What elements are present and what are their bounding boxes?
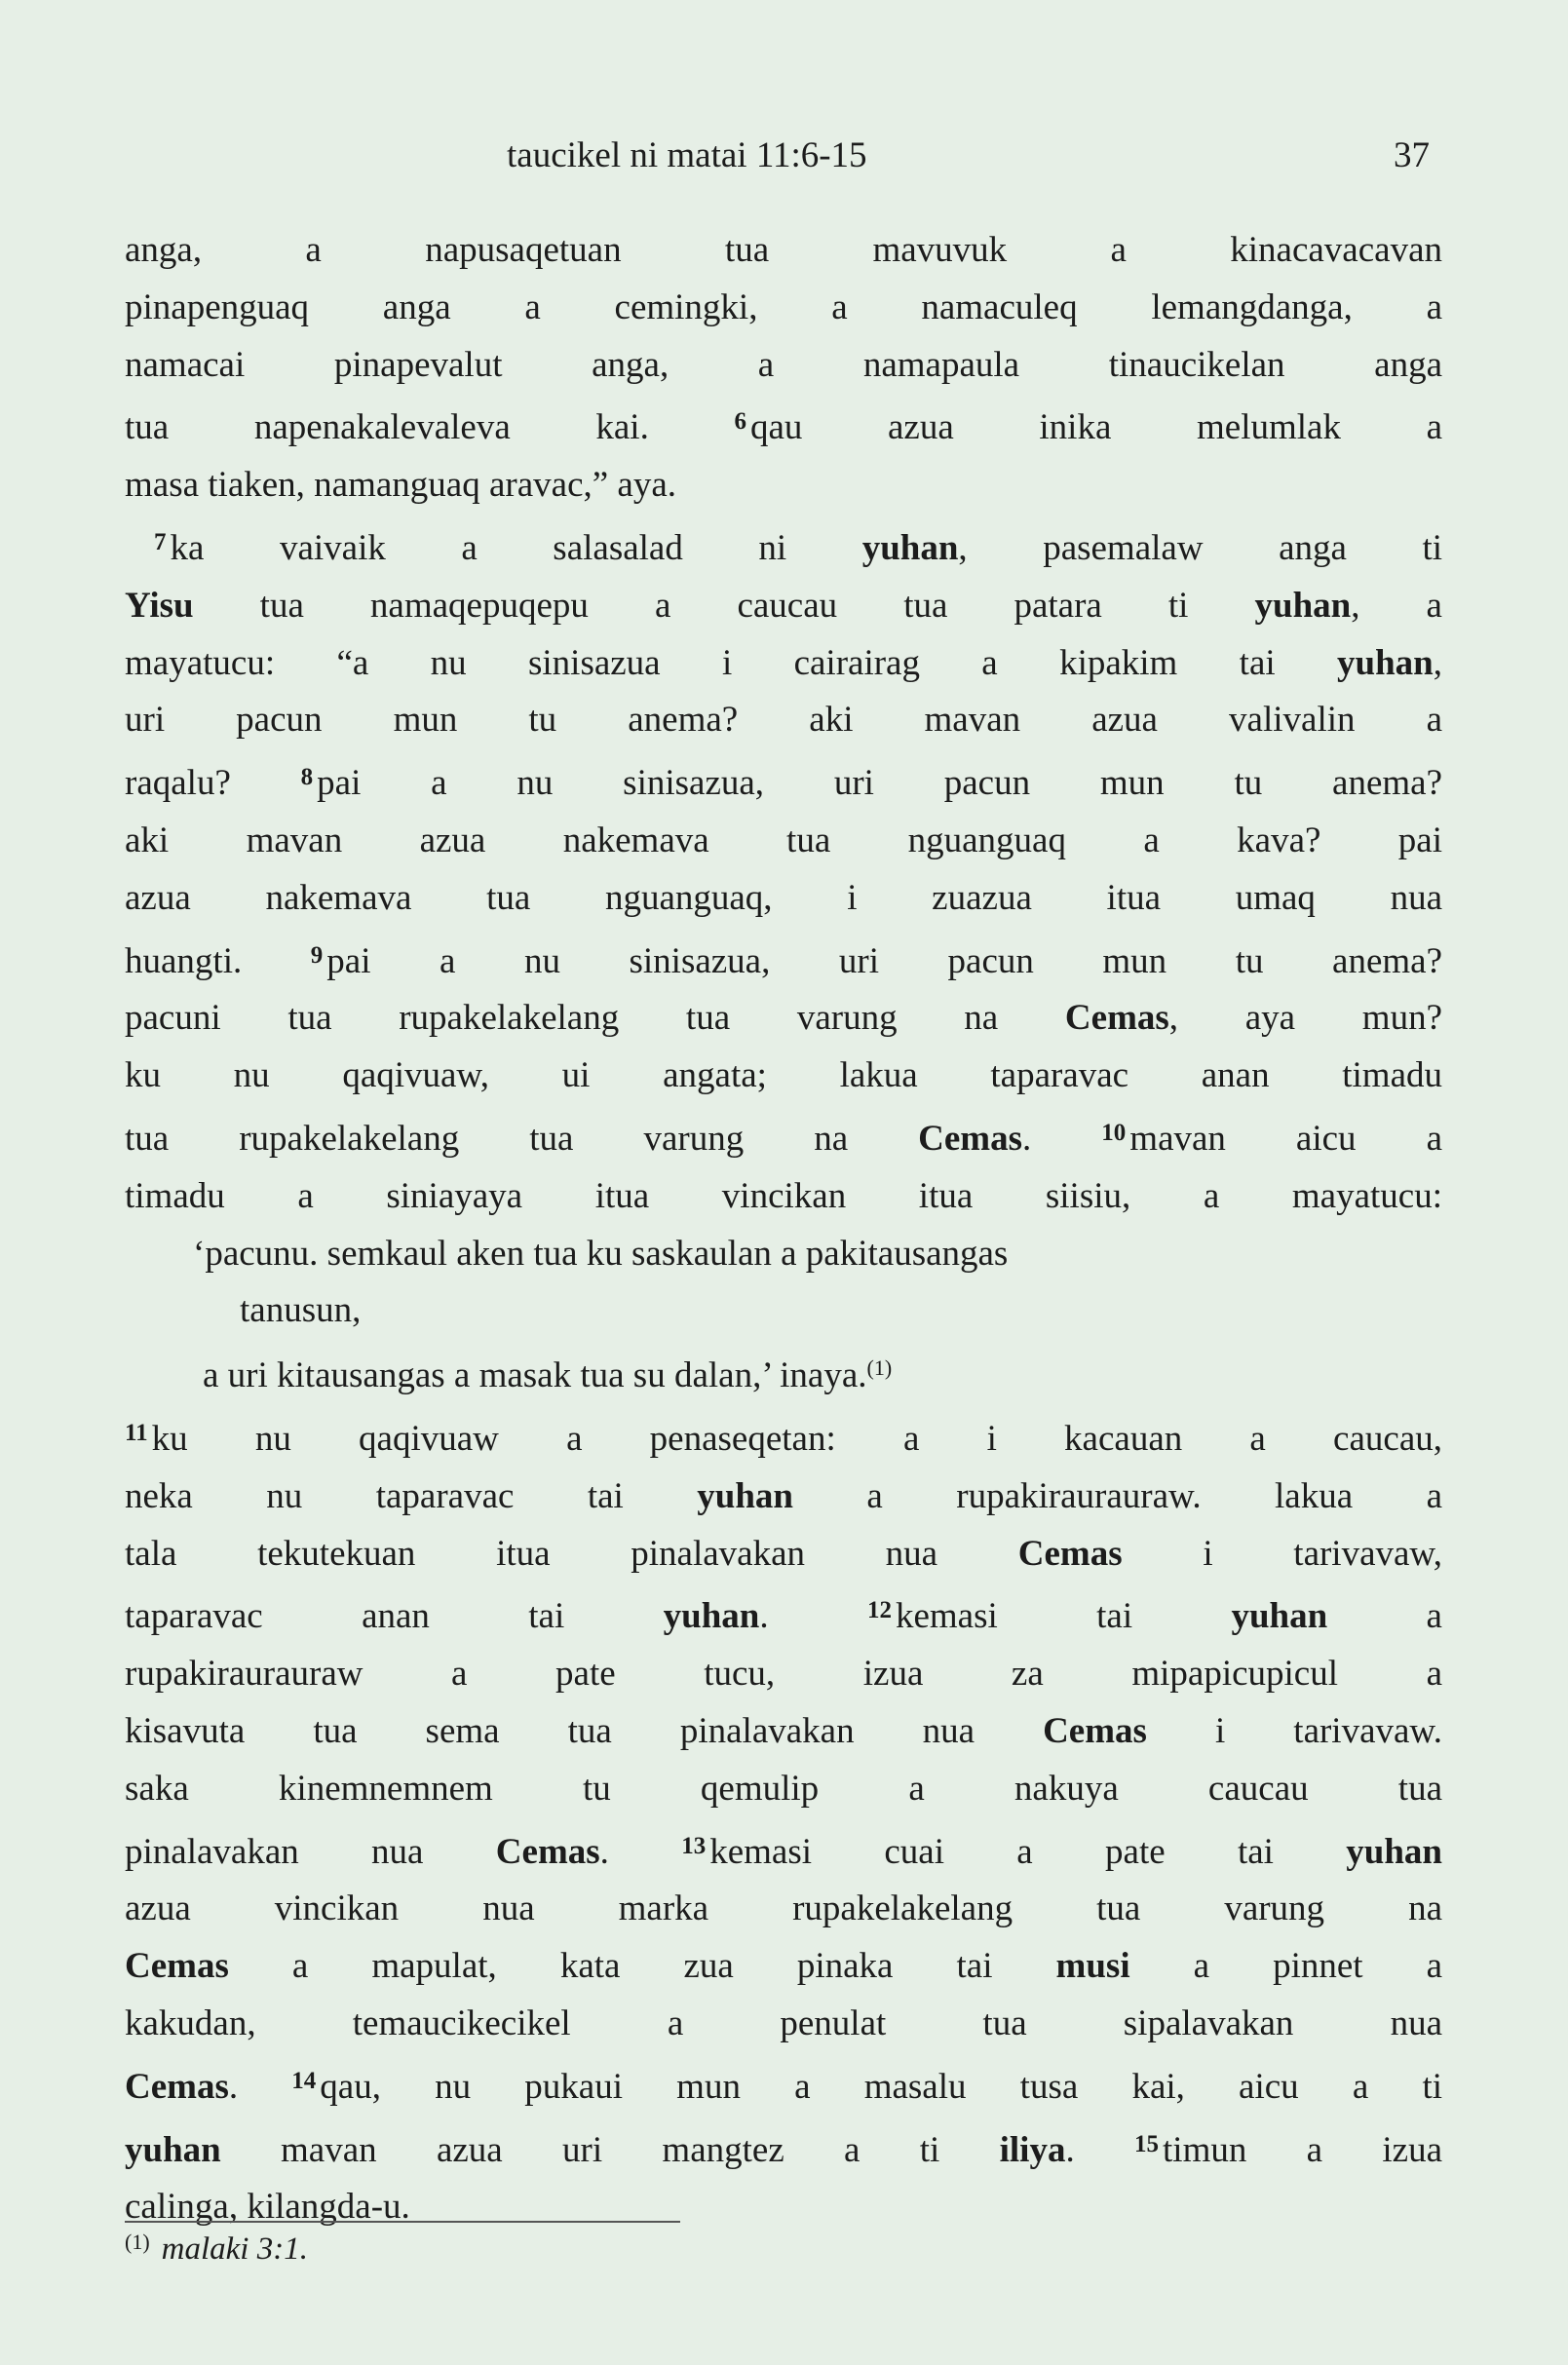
text-run: masa tiaken, namanguaq aravac,” aya. [125, 465, 677, 506]
text-run: azua nakemava tua nguanguaq, i zuazua itua umaq nua [125, 877, 1442, 918]
verse-number: 14 [291, 2067, 317, 2094]
bold-name: yuhan [663, 1596, 760, 1637]
text-run: aki mavan azua nakemava tua nguanguaq a kava? pai [125, 820, 1442, 860]
text-run: pinalavakan nua [125, 1831, 496, 1872]
text-line [125, 1646, 1442, 1703]
text-run: raqalu? [125, 763, 301, 804]
text-run: timun a izua [1163, 2129, 1442, 2170]
verse-number: 15 [1134, 2130, 1160, 2157]
text-run: neka nu taparavac tai [125, 1475, 698, 1516]
text-line [125, 692, 1442, 749]
verse-number: 8 [300, 764, 314, 791]
bold-name: Yisu [125, 585, 194, 626]
text-line [240, 1282, 1442, 1340]
text-run: kakudan, temaucikecikel a penulat tua sipalavakan nua [125, 2003, 1442, 2043]
text-run: , aya mun? [1168, 998, 1443, 1039]
bold-name: yuhan [1254, 585, 1352, 626]
bold-name: Cemas [1043, 1710, 1147, 1751]
verse-number: 6 [734, 408, 746, 436]
text-line [125, 457, 1442, 515]
text-line [125, 222, 1442, 280]
footnote [125, 2230, 308, 2268]
text-run: kemasi tai [895, 1596, 1232, 1637]
text-line [125, 813, 1442, 870]
page-number: 37 [1394, 135, 1430, 175]
text-run: a rupakiraurauraw. lakua a [793, 1475, 1443, 1516]
text-run: ‘pacunu. semkaul aken tua ku saskaulan a pakitausangas [193, 1233, 1009, 1274]
text-line [125, 1469, 1442, 1526]
bold-name: yuhan [1231, 1596, 1328, 1637]
text-run: timadu a siniayaya itua vincikan itua siisiu, a mayatucu: [125, 1175, 1442, 1216]
text-run: . [228, 2066, 292, 2107]
text-run: qau azua inika melumlak a [749, 407, 1443, 448]
text-run: tua namaqepuqepu a caucau tua patara ti [193, 585, 1255, 626]
text-line [203, 1340, 1442, 1405]
text-run: . [599, 1831, 682, 1872]
verse-number: 11 [125, 1419, 148, 1446]
text-run: pinapenguaq anga a cemingki, a namaculeq lemangdanga, a [125, 286, 1442, 327]
text-run: , a [1351, 585, 1442, 626]
text-run: pai a nu sinisazua, uri pacun mun tu anema? [317, 763, 1442, 804]
text-run: a pinnet a [1129, 1946, 1443, 1987]
bold-name: Cemas [1064, 998, 1169, 1039]
text-run: pai a nu sinisazua, uri pacun mun tu anema? [326, 940, 1442, 981]
text-run: mayatucu: “a nu sinisazua i cairairag a kipakim tai [125, 642, 1338, 683]
bold-name: Cemas [1017, 1533, 1123, 1574]
bold-name: Cemas [918, 1118, 1023, 1159]
text-run: qau, nu pukaui mun a masalu tusa kai, aicu a ti [320, 2066, 1442, 2107]
text-run: , [1433, 642, 1442, 683]
text-line [125, 2053, 1442, 2117]
text-run: . [1065, 2129, 1135, 2170]
verse-number: 10 [1101, 1119, 1127, 1146]
text-run: tua rupakelakelang tua varung na [125, 1118, 919, 1159]
text-run: mavan aicu a [1129, 1118, 1442, 1159]
text-run: taparavac anan tai [125, 1596, 664, 1637]
text-line [125, 1405, 1442, 1469]
bold-name: yuhan [697, 1475, 793, 1516]
text-run: a mapulat, kata zua pinaka tai [228, 1946, 1056, 1987]
text-run: tanusun, [240, 1290, 362, 1331]
text-run: ku nu qaqivuaw, ui angata; lakua taparavac anan timadu [125, 1055, 1442, 1096]
text-line [125, 337, 1442, 395]
footnote-divider [125, 2221, 680, 2223]
text-run: anga, a napusaqetuan tua mavuvuk a kinacavacavan [125, 230, 1442, 270]
text-run: saka kinemnemnem tu qemulip a nakuya caucau tua [125, 1768, 1442, 1809]
verse-number: 13 [681, 1832, 707, 1859]
text-line [125, 749, 1442, 813]
bold-name: yuhan [1346, 1831, 1442, 1872]
text-line [125, 1703, 1442, 1761]
bold-name: yuhan [125, 2129, 221, 2170]
verse-number: 12 [866, 1597, 892, 1624]
text-line [125, 1996, 1442, 2053]
bold-name: Cemas [125, 2066, 229, 2107]
text-run: kemasi cuai a pate tai [709, 1831, 1347, 1872]
text-run: uri pacun mun tu anema? aki mavan azua valivalin a [125, 700, 1442, 741]
text-run: i tarivavaw, [1122, 1533, 1443, 1574]
text-line [125, 870, 1442, 928]
text-line [125, 515, 1442, 578]
bold-name: iliya [999, 2129, 1066, 2170]
text-run: tua napenakalevaleva kai. [125, 407, 735, 448]
text-line [125, 1881, 1442, 1938]
bold-name: Cemas [125, 1946, 229, 1987]
text-run: rupakiraurauraw a pate tucu, izua za mipapicupicul a [125, 1654, 1442, 1695]
text-run: , pasemalaw anga ti [958, 527, 1443, 568]
text-run: namacai pinapevalut anga, a namapaula tinaucikelan anga [125, 344, 1442, 385]
footnote-mark: (1) [125, 2230, 150, 2254]
text-line [125, 394, 1442, 457]
text-run: tala tekutekuan itua pinalavakan nua [125, 1533, 1018, 1574]
text-run: a uri kitausangas a masak tua su dalan,’ inaya. [203, 1355, 867, 1396]
text-run: ka vaivaik a salasalad ni [170, 527, 862, 568]
text-line [125, 1168, 1442, 1226]
footnote-text: malaki 3:1. [161, 2231, 308, 2267]
text-run: kisavuta tua sema tua pinalavakan nua [125, 1710, 1044, 1751]
bold-name: yuhan [861, 527, 959, 568]
text-run: a [1327, 1596, 1442, 1637]
text-run: pacuni tua rupakelakelang tua varung na [125, 998, 1065, 1039]
text-run: . [759, 1596, 867, 1637]
text-line [125, 990, 1442, 1048]
verse-number: 7 [154, 528, 167, 555]
text-line [125, 280, 1442, 337]
text-line [125, 1761, 1442, 1818]
text-run: ku nu qaqivuaw a penaseqetan: a i kacauan a caucau, [151, 1418, 1442, 1459]
text-line [125, 1818, 1442, 1882]
text-run: mavan azua uri mangtez a ti [220, 2129, 1000, 2170]
text-line [193, 1226, 1442, 1283]
text-line [125, 1105, 1442, 1168]
text-line [125, 1938, 1442, 1996]
scripture-text [125, 222, 1442, 2236]
text-line [125, 1583, 1442, 1646]
bold-name: yuhan [1337, 642, 1434, 683]
bold-name: Cemas [495, 1831, 600, 1872]
verse-number: 9 [310, 941, 324, 969]
text-run: . [1022, 1118, 1102, 1159]
text-run: calinga, kilangda-u. [125, 2187, 410, 2228]
footnote-reference: (1) [866, 1355, 893, 1381]
text-line [125, 578, 1442, 635]
text-run: i tarivavaw. [1146, 1710, 1443, 1751]
text-run: azua vincikan nua marka rupakelakelang tua varung na [125, 1888, 1442, 1929]
text-line [125, 1526, 1442, 1583]
text-line [125, 928, 1442, 991]
bold-name: musi [1055, 1946, 1130, 1987]
running-title: taucikel ni matai 11:6-15 [507, 135, 867, 175]
text-run: huangti. [125, 940, 311, 981]
text-line [125, 1048, 1442, 1105]
text-line [125, 2179, 1442, 2236]
running-header [125, 134, 1443, 183]
text-line [125, 635, 1442, 693]
text-line [125, 2117, 1442, 2180]
